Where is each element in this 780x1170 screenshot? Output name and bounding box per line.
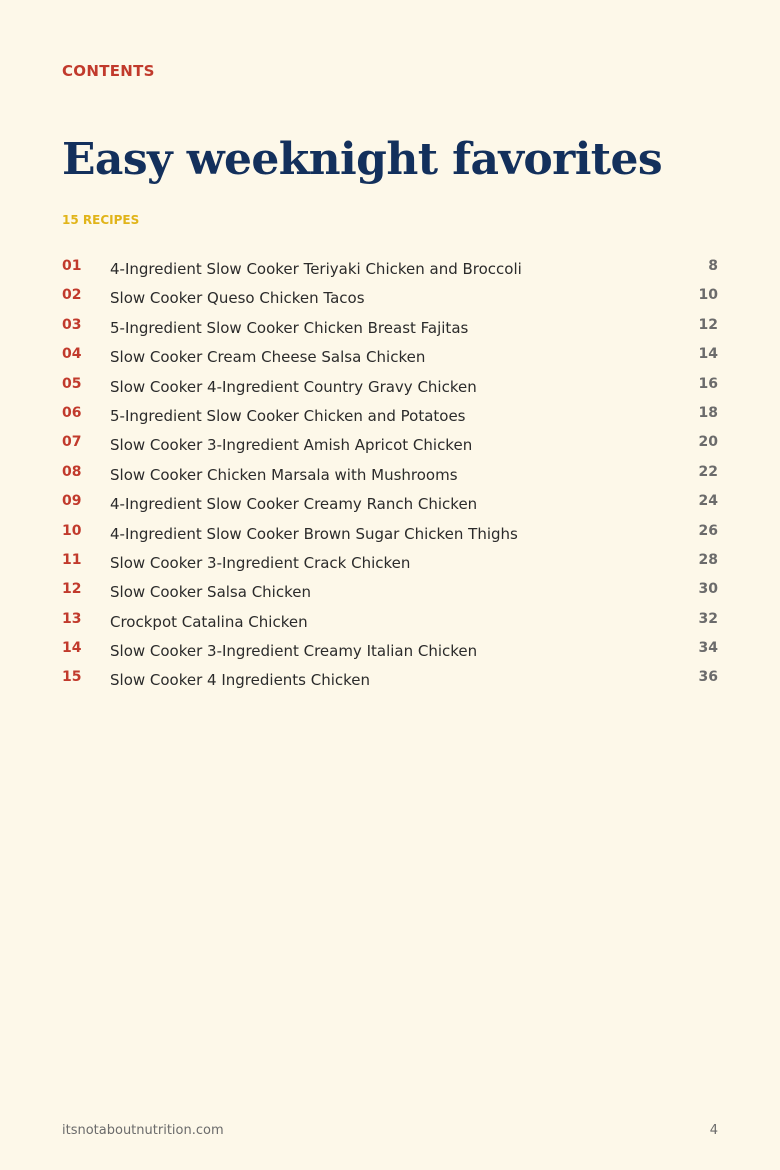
- toc-number: 07: [62, 434, 82, 451]
- recipe-count: 15 RECIPES: [62, 213, 140, 227]
- toc-recipe-title[interactable]: Slow Cooker 3-Ingredient Amish Apricot Chicken: [110, 436, 473, 455]
- toc-number: 15: [62, 669, 82, 686]
- toc-page-number: 30: [698, 581, 718, 598]
- toc-row[interactable]: [62, 254, 718, 283]
- toc-number: 10: [62, 522, 82, 539]
- toc-row[interactable]: [62, 283, 718, 312]
- toc-row[interactable]: [62, 548, 718, 577]
- toc-page-number: 32: [698, 610, 718, 627]
- toc-number: 03: [62, 316, 82, 333]
- toc-row[interactable]: [62, 401, 718, 430]
- toc-number: 12: [62, 581, 82, 598]
- toc-number: 14: [62, 640, 82, 657]
- toc-number: 09: [62, 493, 82, 510]
- toc-page-number: 16: [698, 375, 718, 392]
- toc-number: 13: [62, 610, 82, 627]
- toc-row[interactable]: [62, 460, 718, 489]
- toc-page-number: 36: [698, 669, 718, 686]
- toc-number: 08: [62, 463, 82, 480]
- toc-recipe-title[interactable]: Slow Cooker 3-Ingredient Creamy Italian Chicken: [110, 642, 478, 661]
- toc-row[interactable]: [62, 636, 718, 665]
- toc-page-number: 8: [708, 258, 718, 274]
- toc-recipe-title[interactable]: Slow Cooker Salsa Chicken: [110, 583, 311, 602]
- toc-recipe-title[interactable]: Slow Cooker Queso Chicken Tacos: [110, 289, 365, 308]
- toc-row[interactable]: [62, 342, 718, 371]
- toc-page-number: 34: [698, 640, 718, 657]
- toc-number: 02: [62, 287, 82, 304]
- toc-row[interactable]: [62, 313, 718, 342]
- toc-number: 11: [62, 551, 82, 568]
- toc-page-number: 24: [698, 493, 718, 510]
- toc-page-number: 10: [698, 287, 718, 304]
- table-of-contents: [62, 254, 718, 695]
- page-title: Easy weeknight favorites: [62, 134, 663, 185]
- toc-recipe-title[interactable]: Slow Cooker 4-Ingredient Country Gravy Chicken: [110, 377, 477, 396]
- toc-number: 01: [62, 258, 82, 274]
- toc-recipe-title[interactable]: Slow Cooker 3-Ingredient Crack Chicken: [110, 553, 411, 572]
- toc-row[interactable]: [62, 665, 718, 694]
- section-eyebrow: CONTENTS: [62, 62, 155, 80]
- footer-page-number: 4: [709, 1123, 718, 1138]
- toc-recipe-title[interactable]: 4-Ingredient Slow Cooker Teriyaki Chicken and Broccoli: [110, 260, 522, 278]
- toc-recipe-title[interactable]: 4-Ingredient Slow Cooker Brown Sugar Chicken Thighs: [110, 524, 518, 543]
- toc-row[interactable]: [62, 519, 718, 548]
- toc-page-number: 26: [698, 522, 718, 539]
- toc-recipe-title[interactable]: 5-Ingredient Slow Cooker Chicken Breast Fajitas: [110, 318, 469, 337]
- toc-number: 04: [62, 346, 82, 363]
- toc-number: 05: [62, 375, 82, 392]
- toc-row[interactable]: [62, 372, 718, 401]
- footer-website: itsnotaboutnutrition.com: [62, 1123, 224, 1138]
- toc-recipe-title[interactable]: Slow Cooker Cream Cheese Salsa Chicken: [110, 348, 426, 367]
- toc-row[interactable]: [62, 489, 718, 518]
- toc-recipe-title[interactable]: Slow Cooker 4 Ingredients Chicken: [110, 671, 371, 690]
- toc-number: 06: [62, 404, 82, 421]
- toc-recipe-title[interactable]: Crockpot Catalina Chicken: [110, 612, 308, 631]
- toc-page-number: 20: [698, 434, 718, 451]
- toc-recipe-title[interactable]: 4-Ingredient Slow Cooker Creamy Ranch Chicken: [110, 495, 478, 514]
- toc-row[interactable]: [62, 430, 718, 459]
- toc-recipe-title[interactable]: Slow Cooker Chicken Marsala with Mushrooms: [110, 465, 458, 484]
- toc-row[interactable]: [62, 577, 718, 606]
- toc-recipe-title[interactable]: 5-Ingredient Slow Cooker Chicken and Potatoes: [110, 406, 466, 425]
- toc-page-number: 14: [698, 346, 718, 363]
- toc-row[interactable]: [62, 607, 718, 636]
- toc-page-number: 28: [698, 551, 718, 568]
- toc-page-number: 22: [698, 463, 718, 480]
- toc-page-number: 18: [698, 404, 718, 421]
- toc-page-number: 12: [698, 316, 718, 333]
